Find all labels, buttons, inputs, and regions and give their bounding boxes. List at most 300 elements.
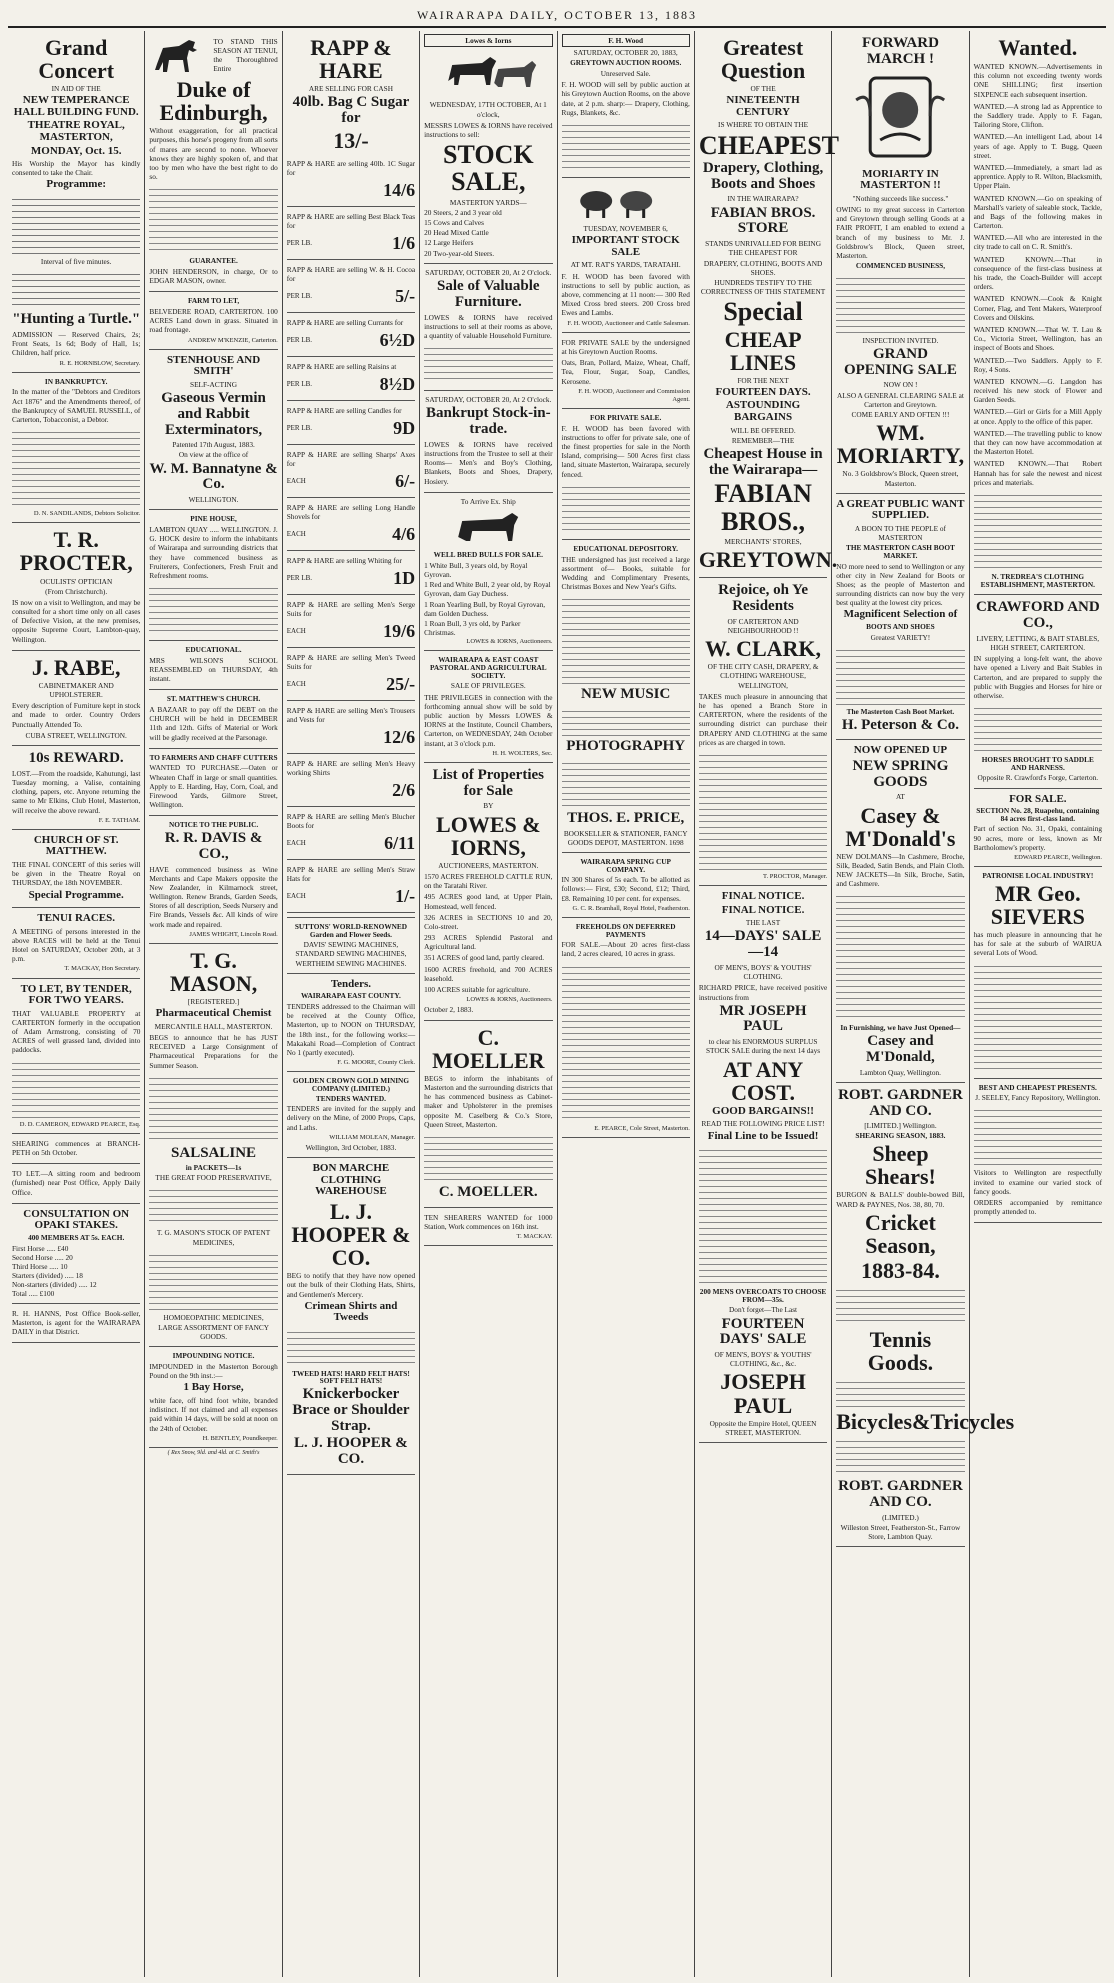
farmers-text: WANTED TO PURCHASE.—Oaten or Wheaten Chaff in large or small quantities. Apply to E. Harding, Hay, Corn, Coal, and Firewood Yards, Gilmore Street, Wellington.: [149, 763, 278, 810]
stenhouse-city: WELLINGTON.: [188, 495, 239, 505]
depot-text: THE undersigned has just received a large assortment of— Books, suitable for Wedding and Complimentary Presents, Christmas Boxes and New Year's Gifts.: [561, 554, 690, 592]
rapp-item-price-row: [287, 832, 415, 855]
rapp-item-price: 1/6: [392, 233, 416, 254]
bull-sign: LOWES & IORNS, Auctioneers.: [466, 638, 553, 646]
tolet-body: [12, 1058, 140, 1118]
procter-role: OCULISTS' OPTICIAN: [40, 576, 113, 586]
stock-title: STOCK SALE,: [443, 140, 534, 197]
rapp-item-unit: EACH: [286, 476, 306, 485]
concert-title: Grand Concert: [38, 35, 115, 84]
horse-sub: TO STAND THIS SEASON AT TENUI, the Thoroughbred Entire: [213, 36, 278, 74]
tolet-tender-ad: [12, 979, 140, 1134]
read-price: READ THE FOLLOWING PRICE LIST!: [701, 1119, 825, 1129]
shearers-sign: T. MACKAY.: [516, 1233, 553, 1241]
nov-sign: F. H. WOOD, Auctioneer and Cattle Salesman.: [567, 319, 690, 327]
moriarty-heading: MORIARTY IN MASTERTON !!: [860, 167, 941, 192]
moriarty-name: WM. MORIARTY,: [836, 420, 965, 469]
goods-text: DRAPERY, CLOTHING, BOOTS AND SHOES.: [703, 258, 823, 277]
robt-name-2: ROBT. GARDNER AND CO.: [838, 1478, 963, 1510]
consultation-row: Non-starters (divided) ..... 12: [12, 1280, 97, 1290]
wanted-item: WANTED KNOWN.—That Robert Hannah has for sale the newest and nicest prices and materials.: [973, 459, 1102, 487]
credit-line: ( Rex Snow, 9ld. and 4ld. at C. Smith's: [167, 1449, 260, 1456]
overcoats: 200 MENS OVERCOATS TO CHOOSE FROM—35s.: [699, 1287, 827, 1304]
reward-text: LOST.—From the roadside, Kahutungi, last Tuesday morning, a Valise, containing clothing, papers, etc. Anyone returning the same to Mr Elkins, Club Hotel, Masterton, will receive the above reward.: [12, 768, 141, 815]
nov-text: F. H. WOOD has been favored with instructions to sell by public auction, as above, commencing at 11 noon:— 300 Red Mixed Cross bred steers. 200 Cross bred Ewes and Lambs.: [561, 271, 690, 318]
cattle-icon: [424, 47, 552, 97]
mason-addr: MERCANTILE HALL, MASTERTON.: [154, 1021, 273, 1031]
rapp-item: [287, 498, 415, 551]
rabe-name: J. RABE,: [31, 654, 121, 680]
rapp-hare-ad: [287, 31, 415, 918]
farm-ad: [149, 292, 277, 349]
cash-market: THE MASTERTON CASH BOOT MARKET.: [845, 543, 955, 560]
freeholds-ad: [562, 918, 690, 1138]
rapp-item: [287, 860, 415, 913]
clark-role: OF THE CITY CASH, DRAPERY, & CLOTHING WAREHOUSE, WELLINGTON,: [707, 662, 819, 690]
knicker-text: Knickerbocker Brace or Shoulder Strap.: [292, 1386, 410, 1434]
rapp-item-unit: PER LB.: [286, 573, 313, 582]
sheep-icon: [562, 181, 690, 221]
forward-march: FORWARD MARCH !: [861, 35, 939, 67]
crest-icon: [836, 70, 964, 165]
column-1: [8, 31, 145, 1977]
moeller-body: [424, 1132, 552, 1182]
rapp-item-price-row: [287, 726, 415, 749]
races-ad: [12, 908, 140, 978]
horse-sign: JOHN HENDERSON, in charge, Or to EDGAR MASON, owner.: [149, 266, 278, 286]
patronise: PATRONISE LOCAL INDUSTRY!: [982, 871, 1094, 881]
list-sign: LOWES & IORNS, Auctioneers.: [466, 996, 553, 1004]
procter-text: IS now on a visit to Wellington, and may be consulted for a short time only on all cases of Defective Vision, at the new premises, opposite Supreme Court, Lambton-quay, Wellington.: [12, 597, 141, 644]
rapp-item-price: 6/-: [395, 471, 416, 492]
november-sale-ad: [562, 178, 690, 333]
farm-sign: ANDREW M'KENZIE, Carterton.: [187, 336, 278, 344]
gardner-ad: [836, 1083, 1015, 1548]
secretary-sign: R. E. HORNBLOW, Secretary.: [59, 359, 141, 367]
grand-opening: GRAND OPENING SALE: [843, 345, 957, 378]
land-sale-ad: [974, 789, 1102, 868]
store-addr: MERCHANTS' STORES,: [724, 537, 802, 547]
rapp-item: [287, 313, 415, 357]
bed-sheep: BURGON & BALLS' double-bowed Bill, WARD & PAYNES, Nos. 38, 80, 70.: [836, 1190, 965, 1209]
sugar-title: 40lb. Bag C Sugar for: [292, 94, 410, 127]
cheapest-text: CHEAPEST: [698, 130, 840, 160]
list-heading: List of Properties for Sale: [432, 766, 544, 799]
paul-name: MR JOSEPH PAUL: [719, 1002, 807, 1035]
tolet-heading: TO LET, BY TENDER, FOR TWO YEARS.: [20, 982, 132, 1007]
consultation-row: First Horse ..... £40: [12, 1243, 69, 1253]
rapp-item-label: RAPP & HARE are selling 40lb. 1C Sugar for: [286, 158, 416, 178]
wanted-item: WANTED KNOWN.—Go on speaking of Marshall's variety of saleable stock, Tackle, and Bags of the following makes in Carterton.: [973, 193, 1102, 231]
rapp-item-list: [287, 154, 415, 913]
clearing: ALSO A GENERAL CLEARING SALE at Carterton and Greytown.: [837, 390, 964, 409]
rapp-item-unit: EACH: [286, 679, 306, 688]
mason-name: T. G. MASON,: [169, 948, 258, 997]
robt-name: ROBT. GARDNER AND CO.: [838, 1086, 963, 1119]
programme-heading: Programme:: [46, 178, 107, 191]
rapp-item-label: RAPP & HARE are selling Men's Serge Suits for: [286, 599, 416, 618]
magnificent: Magnificent Selection of: [843, 608, 958, 621]
sutton-text: SUTTONS' WORLD-RENOWNED Garden and Flower Seeds.: [294, 921, 408, 939]
inspection: INSPECTION INVITED.: [862, 335, 939, 345]
paul-ad: [699, 886, 827, 1443]
concert-patron: His Worship the Mayor has kindly consented to take the Chair.: [12, 159, 141, 178]
section-detail: Part of section No. 31, Opaki, containing 90 acres, more or less, known as Mr Bartholomew's property.: [973, 824, 1102, 852]
rapp-item-label: RAPP & HARE are selling W. & H. Cocoa for: [286, 265, 416, 284]
consultation-sub: 400 MEMBERS AT 5s. EACH.: [28, 1232, 125, 1242]
paul-addr: Opposite the Empire Hotel, QUEEN STREET, MASTERTON.: [709, 1418, 817, 1437]
moeller-text: BEGS to inform the inhabitants of Masterton and the surrounding districts that he has commenced business as Cabinet-maker and Upholsterer in the premises opposite M. Caselberg & Co.'s Store, Queen Street, Masterton.: [424, 1073, 553, 1129]
davis-name: R. R. DAVIS & CO.,: [164, 830, 263, 862]
wood-heading: F. H. Wood: [562, 34, 690, 47]
tennis-goods: Tennis Goods.: [867, 1326, 934, 1376]
rapp-item-price-row: [287, 673, 415, 696]
concert-venue: THEATRE ROYAL, MASTERTON,: [27, 119, 125, 144]
at-text: AT: [895, 792, 905, 802]
church-programme: Special Programme.: [28, 888, 124, 901]
wanted-ad: [974, 31, 1102, 595]
consultation-row: Second Horse ..... 20: [12, 1252, 73, 1262]
great-food: THE GREAT FOOD PRESERVATIVE,: [155, 1173, 272, 1183]
pine-body: [149, 583, 277, 633]
mens-clothing-2: OF MEN'S, BOYS' & YOUTHS' CLOTHING, &c., &c.: [714, 1350, 812, 1369]
nov-date: TUESDAY, NOVEMBER 6,: [583, 224, 668, 234]
wanted-item: WANTED KNOWN.—Cook & Knight Corner, Flag, and Tent Makers, Waterproof Covers and Oilskins.: [973, 294, 1102, 322]
spring-heading: WAIRARAPA SPRING CUP COMPANY.: [580, 856, 672, 874]
stenhouse-title: Gaseous Vermin and Rabbit Exterminators,: [161, 390, 266, 438]
rapp-item-unit: PER LB.: [286, 336, 313, 345]
sale-body: [424, 343, 552, 383]
days-sale: 14—DAYS' SALE—14: [704, 928, 822, 961]
church-ad: [12, 830, 140, 908]
price-name: THOS. E. PRICE,: [567, 809, 685, 826]
sievers-name: MR Geo. SIEVERS: [990, 880, 1085, 929]
rapp-item-label: RAPP & HARE are selling Men's Tweed Suits for: [286, 652, 416, 671]
furniture-sale-ad: [424, 264, 552, 391]
depot-heading: EDUCATIONAL DEPOSITORY.: [573, 543, 678, 553]
bankrupt-title: Bankrupt Stock-in-trade.: [426, 405, 551, 438]
free-text: FOR SALE.—About 20 acres first-class land, 2 acres cleared, 10 acres in grass.: [561, 940, 690, 959]
rapp-item-price-row: [287, 523, 415, 546]
stock-item: 20 Two-year-old Steers.: [424, 248, 495, 258]
greatest-of: OF THE: [750, 84, 776, 94]
bankrupt-text: LOWES & IORNS have received instructions from the Trustee to sell at their Rooms— Men's and Boy's Clothing, Blankets, Boots and Shoes, Drapery, Hosiery.: [424, 439, 553, 486]
greatest-heading: Greatest Question: [720, 35, 806, 84]
pound-heading: IMPOUNDING NOTICE.: [172, 1351, 255, 1361]
rapp-item-price-row: [287, 620, 415, 643]
rapp-item-label: RAPP & HARE are selling Men's Heavy working Shirts: [286, 758, 416, 777]
rapp-item-label: RAPP & HARE are selling Men's Blucher Boots for: [286, 811, 416, 831]
reward-sign: F. E. TATHAM.: [98, 816, 141, 824]
rapp-item-unit: EACH: [286, 626, 306, 635]
boots-shoes: BOOTS AND SHOES: [866, 622, 935, 632]
final-line: Final Line to be Issued!: [707, 1129, 819, 1142]
cash-sign-1: The Masterton Cash Boot Market.: [846, 706, 955, 716]
rapp-item-label: RAPP & HARE are selling Best Black Teas for: [286, 212, 416, 231]
will-be: WILL BE OFFERED.: [730, 425, 796, 435]
free-body: [562, 962, 690, 1122]
programme-part2: [12, 269, 140, 309]
acres-item: 100 ACRES suitable for agriculture.: [424, 985, 531, 995]
greytown-text: GREYTOWN.: [698, 547, 838, 573]
bankruptcy-ad: [12, 373, 140, 524]
stands-text: STANDS UNRIVALLED FOR BEING THE CHEAPEST FOR: [705, 239, 821, 258]
fourteen-days: FOURTEEN DAYS.: [715, 385, 811, 398]
bon-heading: BON MARCHE CLOTHING WAREHOUSE: [312, 1162, 390, 1198]
consultation-heading: CONSULTATION ON OPAKI STAKES.: [23, 1207, 130, 1232]
shearing-text: SHEARING commences at BRANCH-PETH on 5th October.: [12, 1138, 141, 1157]
crimean-text: Crimean Shirts and Tweeds: [304, 1299, 398, 1324]
procter-from: (From Christchurch).: [45, 586, 108, 596]
rapp-item-price: 19/6: [383, 621, 416, 642]
rapp-item-price-row: [287, 373, 415, 396]
bon-body: [287, 1327, 415, 1367]
pound-ad: [149, 1347, 277, 1448]
paul-name-2: JOSEPH PAUL: [720, 1369, 806, 1418]
rapp-item-price: 1D: [393, 567, 416, 588]
astounding-text: ASTOUNDING BARGAINS: [725, 399, 801, 424]
rapp-item-price-row: [287, 417, 415, 440]
races-text: A MEETING of persons interested in the above RACES will be held at the Tenui Hotel on SATURDAY, October 20th, at 3 p.m.: [12, 926, 141, 964]
reward-heading: 10s REWARD.: [28, 750, 124, 767]
rapp-item-label: RAPP & HARE are selling Long Handle Shovels for: [286, 502, 416, 521]
seeley-name: J. SEELEY, Fancy Repository, Wellington.: [975, 1093, 1101, 1103]
shearers-ad: [424, 1208, 552, 1247]
stock-date: WEDNESDAY, 17TH OCTOBER, At 1 o'clock,: [429, 100, 547, 119]
patent-meds: T. G. MASON'S STOCK OF PATENT MEDICINES,: [156, 1228, 271, 1247]
wanted-item: WANTED.—An intelligent Lad, about 14 years of age. Apply to T. Bugg, Queen street.: [973, 132, 1102, 160]
best-cheapest: BEST AND CHEAPEST PRESENTS.: [978, 1082, 1097, 1092]
rabe-ad: [12, 651, 140, 746]
commenced: COMMENCED BUSINESS,: [855, 261, 946, 271]
rapp-item-price: 4/6: [392, 524, 416, 545]
wanted-item: WANTED.—All who are interested in the city trade to call on C. R. Smith's.: [973, 233, 1102, 252]
acres-item: 293 ACRES Splendid Pastoral and Agricultural land.: [424, 933, 553, 952]
pound-text: IMPOUNDED in the Masterton Borough Pound on the 9th inst.:—: [149, 1362, 278, 1381]
hundreds-text: HUNDREDS TESTIFY TO THE CORRECTNESS OF THIS STATEMENT: [700, 277, 826, 297]
tredrea: N. TREDREA'S CLOTHING ESTABLISHMENT, MASTERTON.: [980, 571, 1095, 589]
new-goods: NEW SPRING GOODS: [852, 757, 949, 790]
golden-crown-ad: [287, 1072, 415, 1158]
procter-name: T. R. PROCTER,: [19, 527, 133, 576]
rapp-item-unit: EACH: [286, 892, 306, 901]
golden-date: Wellington, 3rd October, 1883.: [305, 1143, 397, 1153]
farmers-ad: [149, 749, 277, 817]
column-7: [832, 31, 1015, 1977]
wanted-item: WANTED.—Two Saddlers. Apply to F. Roy, 4 Sons.: [973, 355, 1102, 374]
rapp-item-unit: PER LB.: [286, 423, 313, 432]
hanns-ad: [12, 1304, 140, 1344]
rapp-item-label: RAPP & HARE are selling Whiting for: [286, 555, 402, 565]
bankruptcy-heading: IN BANKRUPTCY.: [44, 376, 108, 386]
rapp-item-price-row: [287, 179, 415, 202]
horse-icon: [149, 34, 209, 76]
rapp-sub: ARE SELLING FOR CASH: [308, 84, 393, 94]
davis-text: HAVE commenced business as Wine Merchants and Cape Makers opposite the New Zealander, in Kilmarnock street, Wellington. Renew Brands, Garden Seeds, Stores of all description, Seeds Nursery and Fire Brands, Vessels &c. All kinds of wire work made and repaired.: [149, 864, 278, 929]
food-body: [149, 1185, 277, 1225]
column-8: [970, 31, 1106, 1977]
pastoral-ad: [424, 651, 552, 762]
acres-item: 351 ACRES of good land, partly cleared.: [424, 953, 545, 963]
private-items: Oats, Bran, Pollard, Maize, Wheat, Chaff, Tea, Flour, Sugar, Soap, Candles, Kerosene.: [561, 358, 690, 386]
consultation-row: Starters (divided) ..... 18: [12, 1271, 83, 1281]
clark-name: W. CLARK,: [705, 636, 822, 662]
interval-note: Interval of five minutes.: [40, 257, 112, 267]
wanted-body: [974, 490, 1102, 570]
rapp-item-label: RAPP & HARE are selling Currants for: [286, 318, 404, 328]
cricket-season: Cricket Season,: [865, 1209, 936, 1258]
casey-name: Casey & M'Donald's: [845, 802, 956, 851]
consultation-row: Third Horse ..... 10: [12, 1261, 68, 1271]
moeller-heading: C. MOELLER: [432, 1024, 545, 1073]
spring-text: IN 300 Shares of 5s each. To be allotted as follows:— First, £30; Second, £12; Third, £8. Remaining 10 per cent. for expenses.: [561, 875, 690, 903]
pine-heading: PINE HOUSE,: [190, 514, 237, 524]
farce-title: "Hunting a Turtle.": [12, 311, 141, 328]
rapp-item-price-row: [287, 285, 415, 308]
rapp-item: [287, 551, 415, 595]
wood-date: SATURDAY, OCTOBER 20, 1883,: [573, 48, 678, 58]
hanns-text: R. H. HANNS, Post Office Book-seller, Masterton, is agent for the WAIRARAPA DAILY in that District.: [12, 1308, 141, 1336]
rapp-item-unit: EACH: [286, 839, 306, 848]
wanted-item: WANTED.—A strong lad as Apprentice to the Saddlery trade. Apply to F. Fagan, Tailoring Store, Clifton.: [973, 101, 1102, 130]
races-heading: TENUI RACES.: [37, 912, 115, 925]
sievers-body: [974, 961, 1102, 1071]
rapp-item-unit: EACH: [286, 530, 306, 539]
shearing-ad: [12, 1134, 140, 1164]
stenhouse-sub: SELF-ACTING: [190, 379, 238, 389]
sievers-ad: [974, 867, 1102, 1078]
cheap-lines: CHEAP LINES: [724, 326, 802, 375]
programme-listing: [12, 194, 140, 254]
seeley-ad: [974, 1079, 1102, 1224]
wanted-item: WANTED KNOWN.—G. Langdon has received his new stock of Flower and Garden Seeds.: [973, 376, 1102, 405]
pastoral-sub: SALE OF PRIVILEGES.: [450, 681, 526, 691]
county-heading: WAIRARAPA EAST COUNTY.: [301, 991, 401, 1001]
depot-body: [562, 594, 690, 684]
educational-ad: [149, 641, 277, 690]
church-text: THE FINAL CONCERT of this series will be given in the Theatre Royal on THURSDAY, the 18th NOVEMBER.: [12, 860, 141, 888]
wright-sign: JAMES WHIGHT, Lincoln Road.: [189, 930, 278, 938]
moriarty-motto: "Nothing succeeds like success.": [852, 193, 949, 203]
nov-venue: AT MT. RAT'S YARDS, TARATAHI.: [570, 260, 681, 270]
pound-item2: white face, off hind foot white, branded indistinct. If not claimed and all expenses paid within 14 days, will be sold at noon on the 24th of October.: [149, 1395, 278, 1433]
dont-forget: Don't forget—The Last: [729, 1305, 798, 1315]
moriarty-addr: No. 3 Goldsbrow's Block, Queen street, Masterton.: [842, 469, 959, 488]
bull-item: 1 White Bull, 3 years old, by Royal Gyrovan.: [424, 560, 528, 579]
county-text: TENDERS addressed to the Chairman will be received at the County Office, Masterton, up to NOON on THURSDAY, the 18th inst., for the following works:— Makakahi Road—Completion of Contract No 1 (partly executed).: [286, 1002, 416, 1057]
rabe-role: CABINETMAKER AND UPHOLSTERER.: [38, 680, 114, 700]
bazaar-heading: ST. MATTHEW'S CHURCH.: [166, 694, 261, 704]
mason-text: BEGS to announce that he has JUST RECEIVED a Large Consignment of Pharmaceutical Preparations for the Summer Season.: [149, 1033, 278, 1070]
orders: ORDERS accompanied by remittance promptly attended to.: [973, 1198, 1102, 1217]
rapp-item-price: 2/6: [392, 780, 416, 801]
rapp-item-price-row: [287, 567, 415, 590]
robt-sub: [LIMITED.] Wellington.: [864, 1121, 937, 1131]
sale-date: SATURDAY, OCTOBER 20, At 2 O'clock.: [425, 267, 552, 277]
list-date: October 2, 1883.: [424, 1005, 474, 1015]
nov-title: IMPORTANT STOCK SALE: [571, 234, 680, 258]
moriarty-ad: [836, 31, 964, 494]
free-sign: E. PEARCE, Cole Street, Masterton.: [594, 1124, 690, 1132]
bull-item: 1 Roan Yearling Bull, by Royal Gyrovan, dam Golden Duchess.: [424, 599, 546, 618]
rapp-item-unit: PER LB.: [286, 292, 313, 301]
crawford-body: [974, 703, 1102, 753]
sheep-shears: Sheep Shears!: [864, 1141, 936, 1190]
stock-item: 12 Large Heifers: [424, 238, 474, 248]
rapp-item-price: 14/6: [383, 180, 416, 201]
reward-ad: [12, 746, 140, 830]
final-notice-2: FINAL NOTICE.: [721, 903, 805, 916]
wanted-heading: Wanted.: [998, 35, 1078, 60]
county-sign: F. G. MOORE, County Clerk.: [337, 1059, 416, 1067]
stenhouse-ad: [149, 350, 277, 511]
horses-text: HORSES BROUGHT TO SADDLE AND HARNESS.: [981, 755, 1094, 772]
stenhouse-name: W. M. Bannatyne & Co.: [149, 460, 278, 493]
rapp-item-price: 25/-: [386, 674, 416, 695]
rapp-item-label: RAPP & HARE are selling Men's Trousers and Vests for: [286, 705, 416, 724]
clark-body: [699, 750, 827, 870]
furnishing: In Furnishing, we have Just Opened—: [840, 1023, 961, 1033]
casey-body: [836, 891, 964, 1021]
fourteen-days-sale: FOURTEEN DAYS' SALE: [719, 1315, 807, 1348]
consultation-ad: [12, 1204, 140, 1304]
tenders-heading: Tenders.: [330, 977, 372, 990]
concert-ad: [12, 31, 140, 373]
good-bargains: GOOD BARGAINS!!: [712, 1104, 814, 1117]
church-heading: CHURCH OF ST. MATTHEW.: [33, 833, 119, 858]
fabian-bros: FABIAN BROS.,: [714, 479, 812, 536]
private-sale-ad: [562, 333, 690, 409]
casey-sign: Casey and M'Donald,: [866, 1033, 935, 1065]
bon-text: BEG to notify that they have now opened out the bulk of their Clothing Hats, Shirts, and Gentlemen's Mercery.: [286, 1271, 416, 1299]
rapp-item: [287, 445, 415, 498]
the-last: THE LAST: [745, 918, 781, 928]
acres-item: 1600 ACRES freehold, and 700 ACRES leasehold.: [424, 964, 553, 983]
wanted-item: WANTED.—Girl or Girls for a Mill Apply at once. Apply to the office of this paper.: [973, 407, 1102, 426]
public-want: A GREAT PUBLIC WANT SUPPLIED.: [836, 497, 965, 522]
meds-body: [149, 1250, 277, 1310]
stock-item: 15 Cows and Calves: [424, 218, 484, 228]
sewing-text: DAVIS' SEWING MACHINES, STANDARD SEWING MACHINES, WERTHEIM SEWING MACHINES.: [295, 940, 407, 968]
rapp-item: [287, 648, 415, 701]
crawford-sub: LIVERY, LETTING, & BAIT STABLES, HIGH STREET, CARTERTON.: [976, 633, 1100, 652]
rapp-item: [287, 807, 415, 860]
golden-sub: TENDERS WANTED.: [315, 1093, 386, 1103]
private2-text: F. H. WOOD has been favored with instructions to offer for private sale, one of the finest properties for sale in the North Island, comprising— 500 Acres first class land, situate Masterton, Wairarapa, securely fenced.: [561, 423, 690, 479]
moeller-ad: [424, 1021, 552, 1208]
private-sign: F. H. WOOD, Auctioneer and Commission Agent.: [578, 387, 690, 403]
spring-cup-ad: [562, 853, 690, 918]
in-wairarapa: IN THE WAIRARAPA?: [727, 194, 799, 204]
rapp-item-price-row: [287, 232, 415, 255]
boot-body: [836, 645, 964, 705]
paul-sub: to clear his ENORMOUS SURPLUS STOCK SALE during the next 14 days: [705, 1037, 821, 1056]
solicitor-sign: D. N. SANDILANDS, Debtors Solicitor.: [33, 510, 141, 518]
for-next: FOR THE NEXT: [737, 375, 789, 385]
tennis-body: [836, 1377, 964, 1407]
bull-item: 1 Red and White Bull, 2 year old, by Royal Gyrovan, dam Gay Duchess.: [424, 580, 551, 599]
clark-sign: T. PROCTOR, Manager.: [763, 872, 828, 880]
acres-item: 326 ACRES in SECTIONS 10 and 20, Colo-street.: [424, 912, 553, 931]
rapp-item: [287, 154, 415, 207]
rapp-item-label: RAPP & HARE are selling Raisins at: [286, 361, 397, 371]
wood-sale-ad: [562, 31, 690, 178]
pound-sign: H. BENTLEY, Poundkeeper.: [202, 1434, 278, 1442]
horses-sub: Opposite R. Crawford's Forge, Carterton.: [977, 773, 1099, 783]
bon-name: L. J. HOOPER & CO.: [291, 1198, 411, 1271]
fabian-store: FABIAN BROS. STORE: [710, 204, 816, 237]
mason-role: Pharmaceutical Chemist: [155, 1007, 272, 1020]
